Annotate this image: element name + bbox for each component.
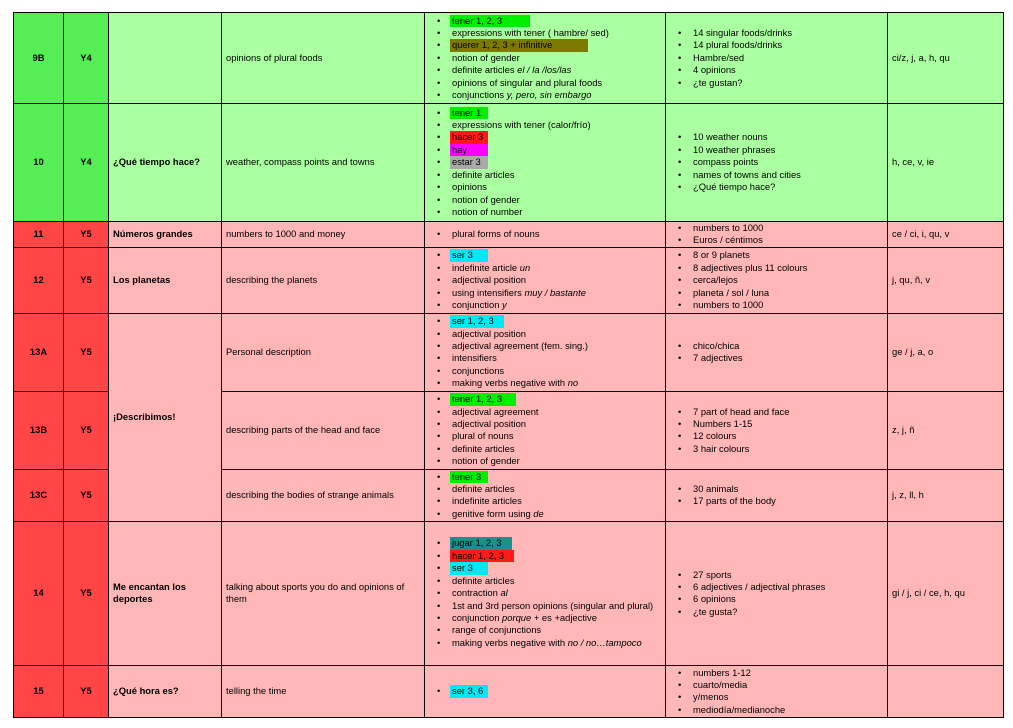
scheme-of-work-table [13,12,1004,718]
grammar-item: • ser 3, 6 [437,685,661,697]
unit-number: 13A [14,313,64,391]
grammar-item: • ser 3 [437,249,661,261]
grammar-item: • tener 1, 2, 3 [437,393,661,405]
year-group: Y5 [64,247,109,313]
grammar-item: • conjunction porque + es +adjective [437,612,661,624]
unit-number: 13C [14,469,64,521]
grammar-cell [425,247,666,313]
vocab-item: • cuarto/media [678,679,883,691]
vocab-item: • chico/chica [678,340,883,352]
grammar-item: • expressions with tener ( hambre/ sed) [437,27,661,39]
grammar-item: • hay [437,144,661,156]
grammar-cell [425,13,666,104]
unit-number: 12 [14,247,64,313]
vocab-item: • Numbers 1-15 [678,418,883,430]
phonics-cell: gi / j, ci / ce, h, qu [888,521,1004,665]
unit-number: 15 [14,665,64,717]
grammar-item: • estar 3 [437,156,661,168]
phonics-cell: ci/z, j, a, h, qu [888,13,1004,104]
year-group: Y4 [64,104,109,222]
grammar-item: • notion of number [437,206,661,218]
unit-content: numbers to 1000 and money [222,222,425,248]
grammar-item: • opinions of singular and plural foods [437,77,661,89]
vocab-item: • cerca/lejos [678,274,883,286]
vocab-item: • 12 colours [678,430,883,442]
vocabulary-cell [666,247,888,313]
year-group: Y5 [64,469,109,521]
grammar-item: • adjectival position [437,328,661,340]
grammar-item: • opinions [437,181,661,193]
vocabulary-cell [666,222,888,248]
grammar-item: • 1st and 3rd person opinions (singular and plural) [437,600,661,612]
vocab-item: • 30 animals [678,483,883,495]
unit-number: 13B [14,391,64,469]
unit-content: talking about sports you do and opinions of them [222,521,425,665]
vocab-item: • 10 weather nouns [678,131,883,143]
unit-content: describing the planets [222,247,425,313]
table-row [14,222,1004,248]
unit-title: ¿Qué hora es? [109,665,222,717]
phonics-cell: j, z, ll, h [888,469,1004,521]
grammar-item: • indefinite article un [437,262,661,274]
grammar-item: • indefinite articles [437,495,661,507]
vocabulary-cell [666,313,888,391]
vocab-item: • Hambre/sed [678,52,883,64]
unit-content: describing parts of the head and face [222,391,425,469]
vocab-item: • Euros / céntimos [678,234,883,246]
grammar-item: • jugar 1, 2, 3 [437,537,661,549]
grammar-item: • definite articles el / la /los/las [437,64,661,76]
vocab-item: • mediodía/medianoche [678,704,883,716]
unit-title: Números grandes [109,222,222,248]
phonics-cell [888,665,1004,717]
unit-number: 14 [14,521,64,665]
grammar-item: • notion of gender [437,194,661,206]
vocab-item: • 7 part of head and face [678,406,883,418]
grammar-item: • expressions with tener (calor/frío) [437,119,661,131]
table-row [14,665,1004,717]
vocab-item: • 17 parts of the body [678,495,883,507]
vocabulary-cell [666,104,888,222]
table-row [14,521,1004,665]
vocab-item: • names of towns and cities [678,169,883,181]
unit-number: 9B [14,13,64,104]
grammar-item: • adjectival agreement [437,406,661,418]
unit-content: Personal description [222,313,425,391]
vocab-item: • 27 sports [678,569,883,581]
vocab-item: • numbers to 1000 [678,222,883,234]
grammar-item: • adjectival agreement (fem. sing.) [437,340,661,352]
grammar-item: • tener 1, 2, 3 [437,15,661,27]
vocab-item: • 4 opinions [678,64,883,76]
grammar-item: • conjunction y [437,299,661,311]
unit-content: telling the time [222,665,425,717]
grammar-item: • making verbs negative with no [437,377,661,389]
grammar-item: • plural forms of nouns [437,228,661,240]
unit-number: 11 [14,222,64,248]
vocab-item: • 3 hair colours [678,443,883,455]
grammar-item: • conjunctions [437,365,661,377]
grammar-item: • conjunctions y, pero, sin embargo [437,89,661,101]
grammar-cell [425,665,666,717]
grammar-item: • intensifiers [437,352,661,364]
vocab-item: • 8 or 9 planets [678,249,883,261]
vocab-item: • y/menos [678,691,883,703]
grammar-item: • ser 3 [437,562,661,574]
unit-title: Me encantan los deportes [109,521,222,665]
vocab-item: • ¿te gustan? [678,77,883,89]
year-group: Y5 [64,313,109,391]
grammar-cell [425,104,666,222]
grammar-item: • contraction al [437,587,661,599]
grammar-item: • definite articles [437,575,661,587]
vocab-item: • 10 weather phrases [678,144,883,156]
grammar-item: • querer 1, 2, 3 + infinitive [437,39,661,51]
vocab-item: • 6 opinions [678,593,883,605]
vocab-item: • 14 plural foods/drinks [678,39,883,51]
year-group: Y5 [64,521,109,665]
vocabulary-cell [666,391,888,469]
unit-content: weather, compass points and towns [222,104,425,222]
phonics-cell: h, ce, v, ie [888,104,1004,222]
grammar-item: • tener 1 [437,107,661,119]
year-group: Y5 [64,391,109,469]
unit-number: 10 [14,104,64,222]
grammar-item: • adjectival position [437,418,661,430]
grammar-item: • plural of nouns [437,430,661,442]
table-row [14,313,1004,391]
vocab-item: • ¿Qué tiempo hace? [678,181,883,193]
grammar-item: • range of conjunctions [437,624,661,636]
unit-content: describing the bodies of strange animals [222,469,425,521]
grammar-item: • tener 3 [437,471,661,483]
grammar-cell [425,313,666,391]
grammar-cell [425,521,666,665]
grammar-item: • definite articles [437,443,661,455]
year-group: Y5 [64,222,109,248]
unit-content: opinions of plural foods [222,13,425,104]
phonics-cell: j, qu, ñ, v [888,247,1004,313]
grammar-item: • hacer 3 [437,131,661,143]
grammar-item: • making verbs negative with no / no…tampoco [437,637,661,649]
grammar-item: • notion of gender [437,52,661,64]
vocab-item: • numbers 1-12 [678,667,883,679]
grammar-item: • using intensifiers muy / bastante [437,287,661,299]
unit-title: ¡Describimos! [109,313,222,521]
vocabulary-cell [666,469,888,521]
table-row [14,104,1004,222]
grammar-item: • ser 1, 2, 3 [437,315,661,327]
year-group: Y5 [64,665,109,717]
vocab-item: • numbers to 1000 [678,299,883,311]
vocab-item: • 6 adjectives / adjectival phrases [678,581,883,593]
grammar-item: • genitive form using de [437,508,661,520]
unit-title: Los planetas [109,247,222,313]
vocabulary-cell [666,13,888,104]
year-group: Y4 [64,13,109,104]
unit-title [109,13,222,104]
vocab-item: • compass points [678,156,883,168]
vocabulary-cell [666,521,888,665]
grammar-cell [425,222,666,248]
vocab-item: • planeta / sol / luna [678,287,883,299]
grammar-item: • definite articles [437,169,661,181]
vocab-item: • 14 singular foods/drinks [678,27,883,39]
phonics-cell: z, j, ñ [888,391,1004,469]
grammar-item: • notion of gender [437,455,661,467]
vocab-item: • 8 adjectives plus 11 colours [678,262,883,274]
vocab-item: • ¿te gusta? [678,606,883,618]
grammar-item: • hacer 1, 2, 3 [437,550,661,562]
table-row [14,13,1004,104]
vocabulary-cell [666,665,888,717]
grammar-cell [425,469,666,521]
phonics-cell: ce / ci, i, qu, v [888,222,1004,248]
vocab-item: • 7 adjectives [678,352,883,364]
phonics-cell: ge / j, a, o [888,313,1004,391]
grammar-item: • definite articles [437,483,661,495]
grammar-cell [425,391,666,469]
grammar-item: • adjectival position [437,274,661,286]
table-row [14,247,1004,313]
unit-title: ¿Qué tiempo hace? [109,104,222,222]
